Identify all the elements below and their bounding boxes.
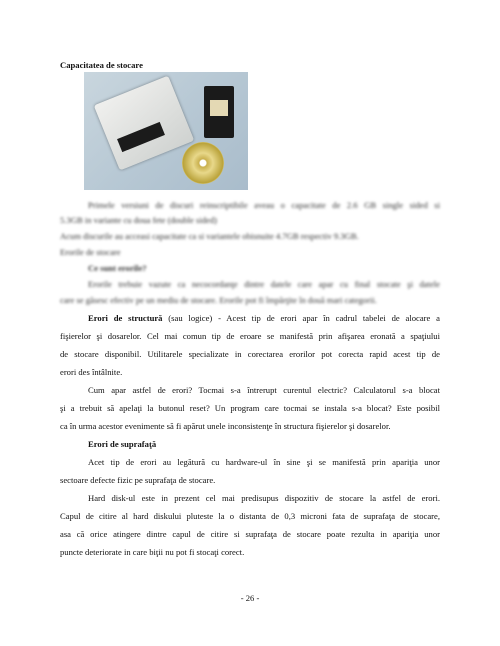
blurred-line: Primele versiuni de discuri reinscriptibile aveau o capacitate de 2.6 GB single sided si [88,200,440,210]
blurred-line: 5.3GB in variante cu doua fete (double sided) [60,215,218,225]
paragraph-line: Acet tip de erori au legătură cu hardware-ul în sine şi se manifestă prin apariţia unor [88,457,440,467]
blurred-line: Erorile trebuie vazute ca necocordanţe dintre datele care apar cu final stocate şi datele [88,279,440,289]
paragraph-line: erori des întâlnite. [60,367,123,377]
term-surface-errors: Erori de suprafaţă [88,439,157,449]
page-number: - 26 - [240,593,260,603]
paragraph-line: Cum apar astfel de erori? Tocmai s-a întrerupt curentul electric? Calculatorul s-a blocat [88,385,440,395]
paragraph-text: (sau logice) - Acest tip de erori apar în cadrul tabelei de alocare a [162,313,440,323]
blurred-line: care se găsesc efectiv pe un mediu de stocare. Erorile pot fi împărţite în două mari categorii. [60,295,377,305]
cartridge-shape [204,86,234,138]
section-heading: Capacitatea de stocare [60,60,143,70]
paragraph-line: ca în urma acestor evenimente să fi apărut unele inconsistenţe în structura fişierelor şi dosarelor. [60,421,391,431]
paragraph-line [60,313,440,323]
paragraph-line: Capul de citire al hard diskului pluteste la o distanta de 0,3 microni fata de suprafaţa de stocare, [60,511,440,521]
blurred-line: Ce sunt erorile? [88,263,147,273]
disc-shape [182,142,224,184]
blurred-line: Acum discurile au acceasi capacitate ca si variantele obisnuite 4.7GB respectiv 9.3GB. [60,231,359,241]
paragraph-line: sectoare defecte fizic pe suprafaţa de stocare. [60,475,216,485]
drive-shape [94,76,194,171]
storage-media-photo [84,72,248,190]
paragraph-line: Hard disk-ul este in prezent cel mai predisupus dispozitiv de stocare la astfel de erori. [88,493,440,503]
blurred-line: Erorile de stocare [60,247,121,257]
paragraph-line: asa că orice atingere dintre capul de citire si suprafaţa de stocare poate rezulta in apariţia unor [60,529,440,539]
paragraph-line: de stocare disponibil. Utilitarele specializate in corectarea erorilor pot corecta rapid acest tip de [60,349,440,359]
paragraph-line: puncte deteriorate in care biţii nu pot fi stocaţi corect. [60,547,245,557]
term-structure-errors: Erori de structură [88,313,163,323]
paragraph-line: fişierelor şi dosarelor. Cel mai comun tip de eroare se manifestă prin afişarea eronată a spaţiului [60,331,440,341]
paragraph-line: şi a trebuit să apelaţi la butonul reset? Un program care tocmai se instala s-a blocat? Este posibil [60,403,440,413]
